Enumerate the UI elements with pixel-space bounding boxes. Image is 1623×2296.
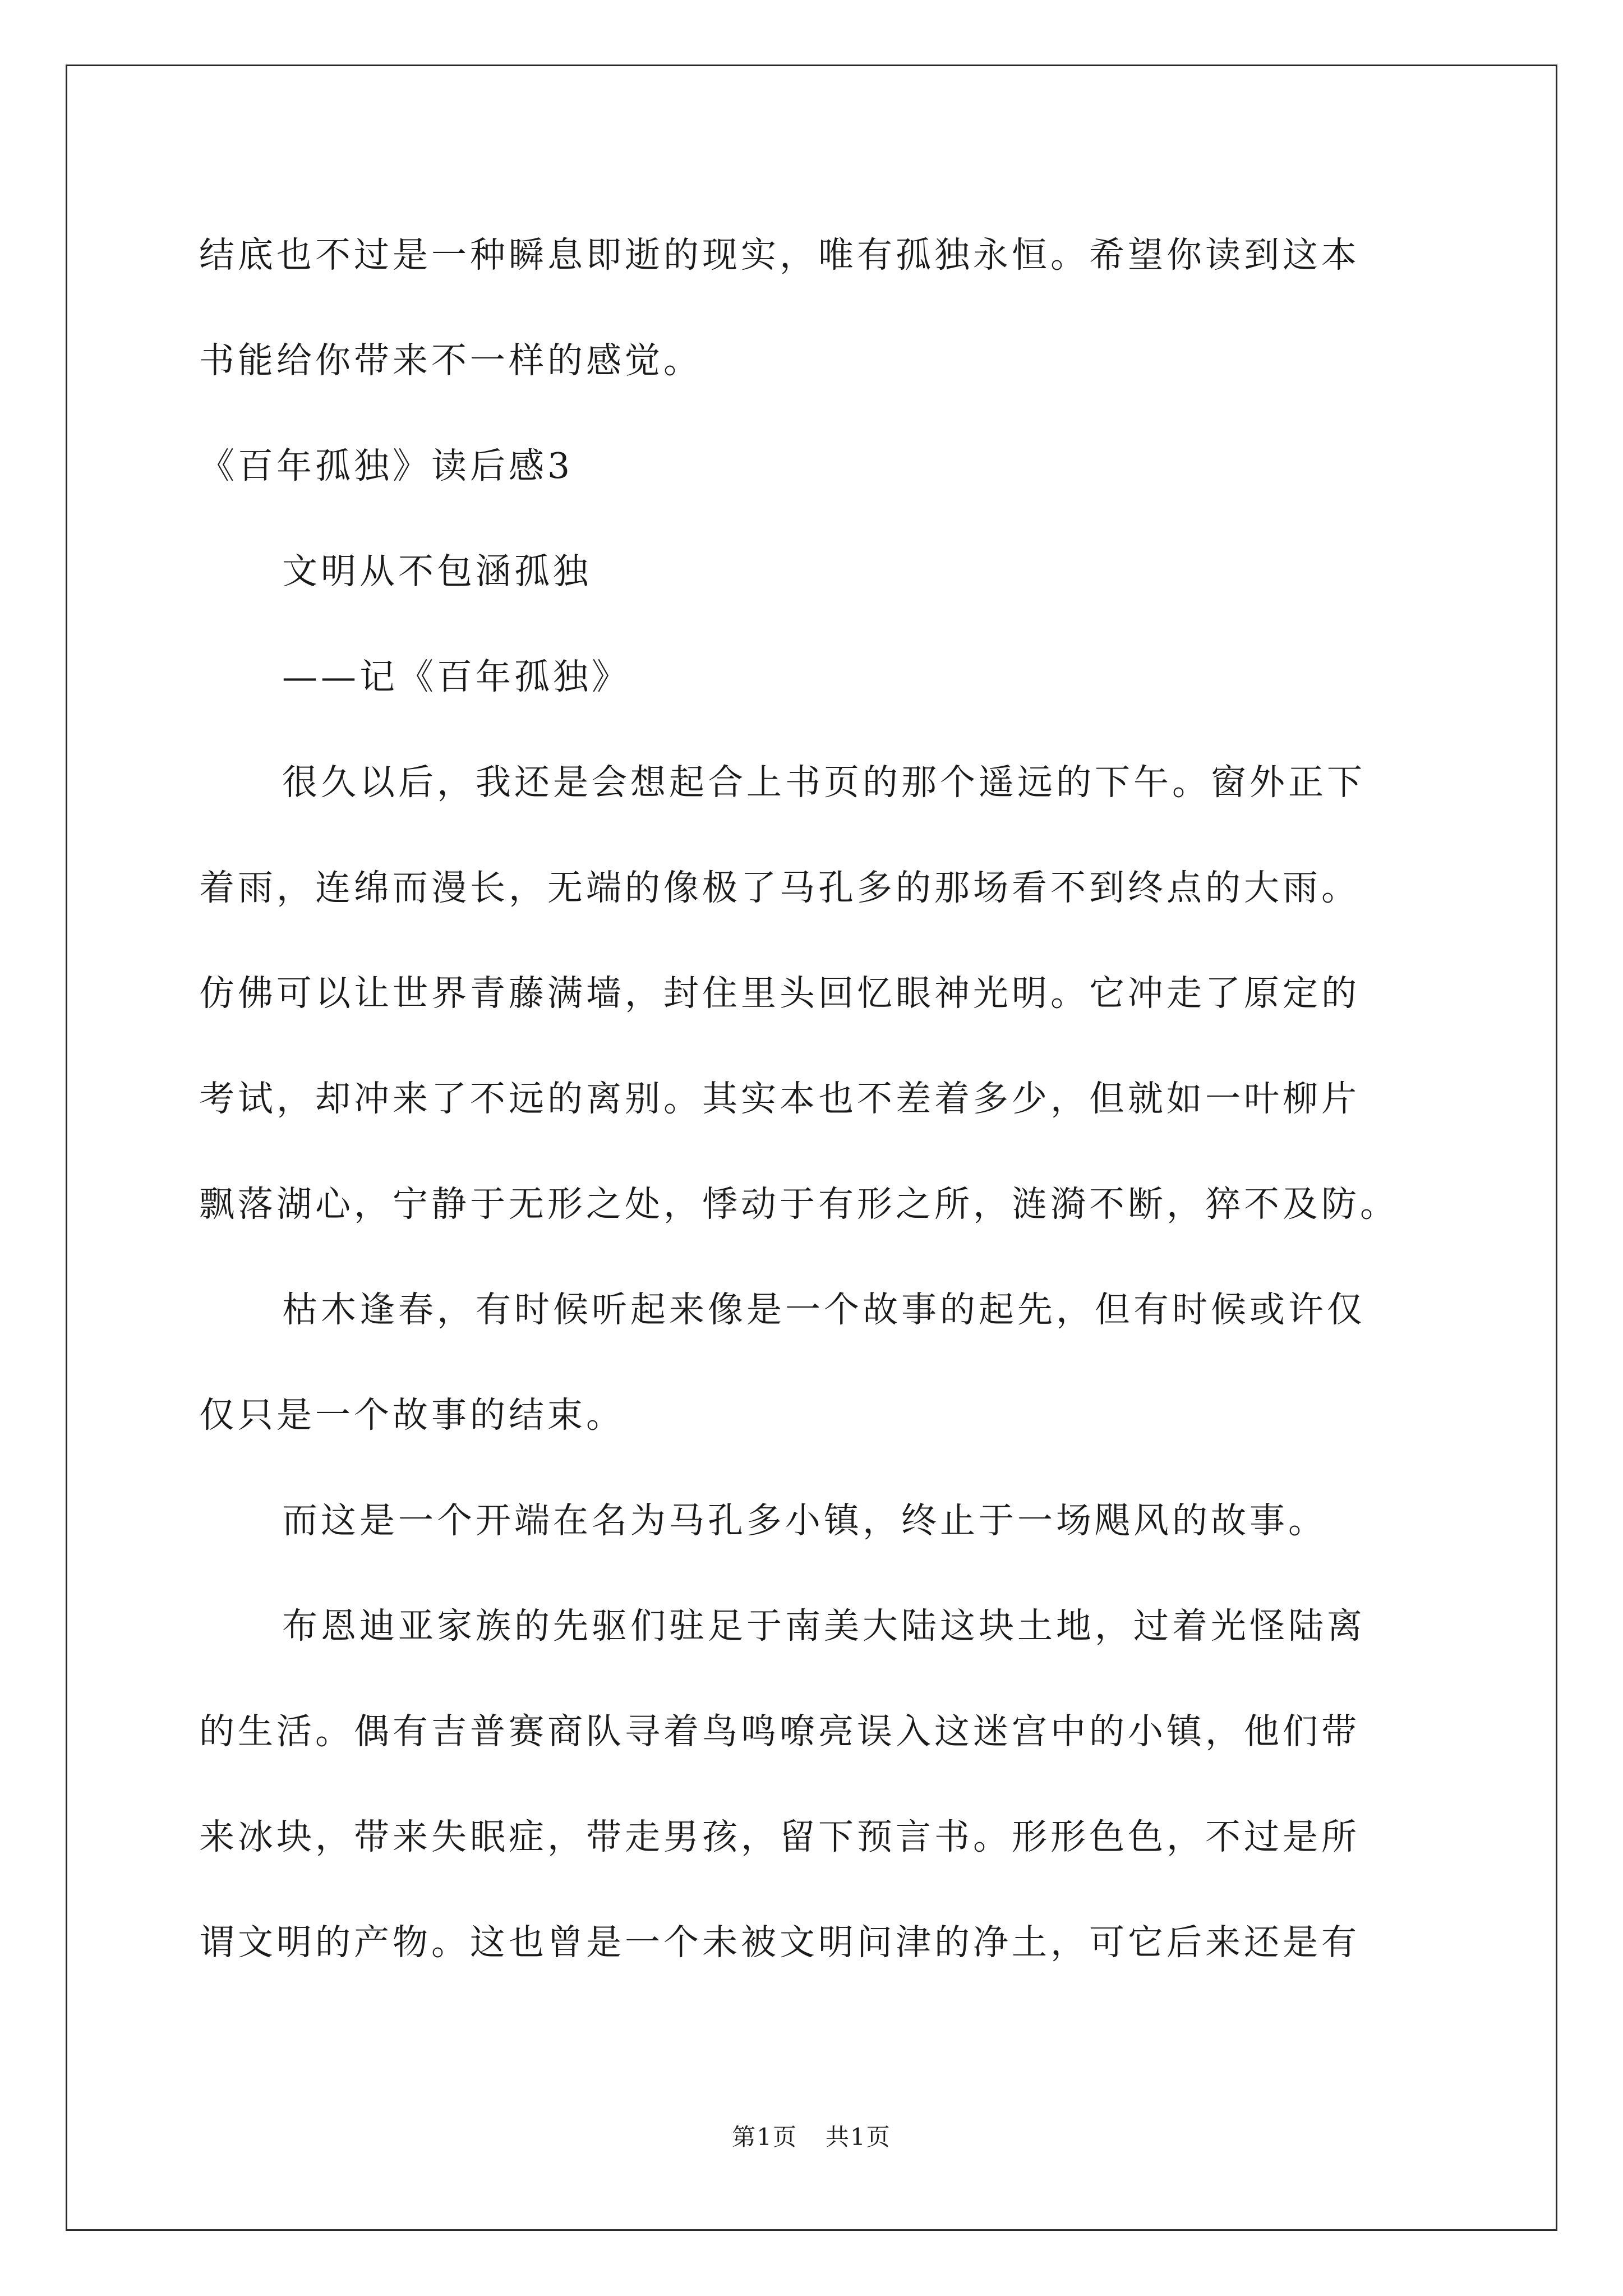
- page-number-total: 共1页: [826, 2123, 891, 2151]
- paragraph-line: 很久以后，我还是会想起合上书页的那个遥远的下午。窗外正下: [282, 762, 1366, 803]
- paragraph-line: 来冰块，带来失眠症，带走男孩，留下预言书。形形色色，不过是所: [199, 1816, 1360, 1857]
- article-title: 文明从不包涵孤独: [282, 551, 592, 592]
- paragraph-line: 枯木逢春，有时候听起来像是一个故事的起先，但有时候或许仅: [282, 1289, 1366, 1330]
- paragraph-line: 的生活。偶有吉普赛商队寻着鸟鸣嘹亮误入这迷宫中的小镇，他们带: [199, 1711, 1360, 1752]
- paragraph-line: 谓文明的产物。这也曾是一个未被文明问津的净土，可它后来还是有: [199, 1922, 1360, 1963]
- article-subtitle: ——记《百年孤独》: [282, 656, 630, 697]
- document-body: [199, 219, 1427, 2012]
- paragraph-line: 结底也不过是一种瞬息即逝的现实，唯有孤独永恒。希望你读到这本: [199, 234, 1360, 275]
- paragraph-line: 着雨，连绵而漫长，无端的像极了马孔多的那场看不到终点的大雨。: [199, 867, 1360, 908]
- paragraph-line: 布恩迪亚家族的先驱们驻足于南美大陆这块土地，过着光怪陆离: [282, 1605, 1366, 1646]
- page-footer: [0, 2120, 1623, 2154]
- section-heading: 《百年孤独》读后感3: [199, 445, 574, 486]
- paragraph-line: 仅只是一个故事的结束。: [199, 1395, 625, 1435]
- paragraph-line: 考试，却冲来了不远的离别。其实本也不差着多少，但就如一叶柳片: [199, 1078, 1360, 1119]
- paragraph-line: 而这是一个开端在名为马孔多小镇，终止于一场飓风的故事。: [282, 1500, 1327, 1541]
- page-number-current: 第1页: [732, 2123, 797, 2151]
- paragraph-line: 书能给你带来不一样的感觉。: [199, 340, 702, 381]
- paragraph-line: 仿佛可以让世界青藤满墙，封住里头回忆眼神光明。它冲走了原定的: [199, 973, 1360, 1014]
- paragraph-line: 飘落湖心，宁静于无形之处，悸动于有形之所，涟漪不断，猝不及防。: [199, 1184, 1399, 1225]
